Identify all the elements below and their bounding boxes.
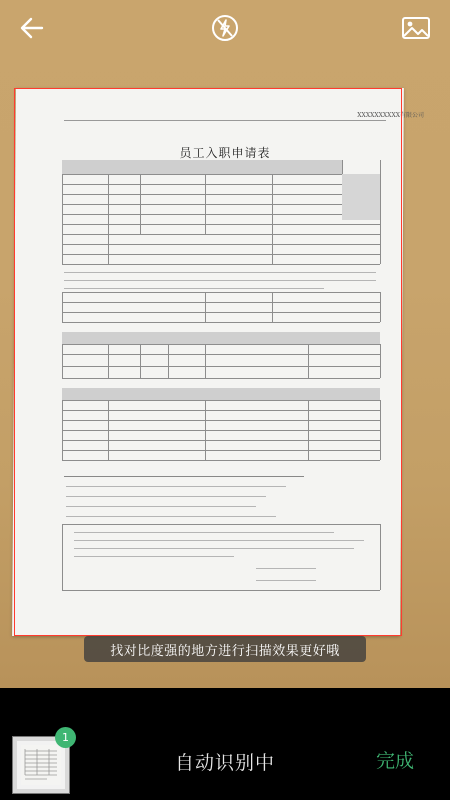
arrow-left-icon [18,14,46,42]
top-bar [0,0,450,56]
document-title: 员工入职申请表 [179,146,271,160]
done-button[interactable]: 完成 [376,750,415,772]
recognition-status: 自动识别中 [174,752,275,774]
header-rule [64,120,386,121]
gallery-button[interactable] [398,10,434,46]
scan-hint: 找对比度强的地方进行扫描效果更好哦 [84,636,366,662]
back-button[interactable] [14,10,50,46]
flash-off-icon [210,13,240,43]
image-icon [401,15,431,41]
flash-toggle-button[interactable] [207,10,243,46]
document-header: XXXXXXXXXX有限公司 [357,112,424,119]
thumbnail-count-badge: 1 [55,727,76,748]
